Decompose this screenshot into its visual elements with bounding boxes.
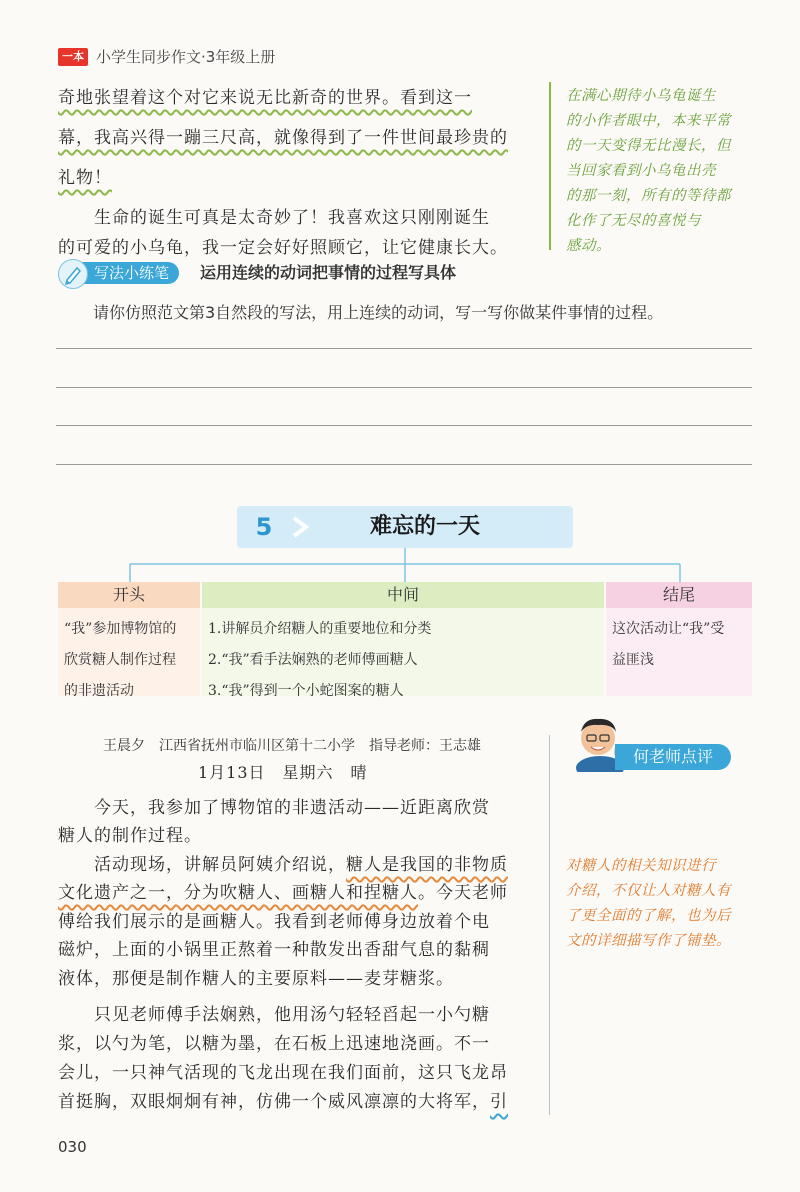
middle-line: 1.讲解员介绍糖人的重要地位和分类 [208, 621, 432, 637]
beginning-label: 开头 [58, 582, 200, 608]
essay-line: 糖人的制作过程。 [58, 826, 202, 846]
structure-connector [100, 548, 700, 584]
writing-line[interactable] [56, 348, 752, 349]
essay-line: 磁炉，上面的小锅里正熬着一种散发出香甜气息的黏稠 [58, 940, 490, 960]
exercise-tag: 写法小练笔 [80, 262, 179, 284]
comment-tag: 何老师点评 [615, 744, 731, 770]
side-note-divider [549, 82, 551, 250]
ending-line: 这次活动让“我”受 [612, 621, 725, 637]
writing-line[interactable] [56, 464, 752, 465]
page-number: 030 [58, 1138, 87, 1156]
story-end-line-1: 奇地张望着这个对它来说无比新奇的世界。看到这一 [58, 88, 472, 108]
middle-line: 3.“我”得到一个小蛇图案的糖人 [208, 683, 404, 699]
side-note-line: 的小作者眼中，本来平常 [566, 113, 731, 129]
side-note-line: 感动。 [566, 238, 611, 254]
essay-line: 会儿，一只神气活现的飞龙出现在我们面前，这只飞龙昂 [58, 1063, 508, 1083]
middle-line: 2.“我”看手法娴熟的老师傅画糖人 [208, 652, 418, 668]
exercise-title: 运用连续的动词把事情的过程写具体 [200, 263, 457, 282]
beginning-line: “我”参加博物馆的 [64, 621, 177, 637]
beginning-line: 的非遗活动 [64, 683, 134, 699]
essay-line: 活动现场，讲解员阿姨介绍说，糖人是我国的非物质 [58, 855, 508, 875]
comment-divider [549, 735, 550, 1115]
series-badge: 一本 [58, 48, 88, 66]
side-note-1 [566, 84, 731, 259]
essay-line: 浆，以勺为笔，以糖为墨，在石板上迅速地浇画。不一 [58, 1034, 490, 1054]
essay-line: 只见老师傅手法娴熟，他用汤勺轻轻舀起一小勺糖 [58, 1005, 490, 1025]
essay-line: 今天，我参加了博物馆的非遗活动——近距离欣赏 [58, 798, 490, 818]
comment-line: 对糖人的相关知识进行 [566, 858, 716, 874]
author-line: 王晨夕 江西省抚州市临川区第十二小学 指导老师：王志雄 [103, 738, 481, 754]
chapter-title: 难忘的一天 [369, 514, 480, 539]
writing-line[interactable] [56, 425, 752, 426]
structure-middle [202, 582, 604, 699]
chapter-number: 5 [255, 513, 273, 541]
side-note-line: 的那一刻，所有的等待都 [566, 188, 731, 204]
comment-line: 了更全面的了解，也为后 [566, 908, 731, 924]
comment-line: 介绍，不仅让人对糖人有 [566, 883, 731, 899]
writing-line[interactable] [56, 387, 752, 388]
story-end-line-5: 的可爱的小乌龟，我一定会好好照顾它，让它健康长大。 [58, 238, 508, 258]
comment-line: 文的详细描写作了铺垫。 [566, 933, 731, 949]
middle-label: 中间 [202, 582, 604, 608]
ending-label: 结尾 [606, 582, 752, 608]
side-note-line: 的一天变得无比漫长，但 [566, 138, 731, 154]
story-end-line-2: 幕，我高兴得一蹦三尺高，就像得到了一件世间最珍贵的 [58, 128, 508, 148]
side-note-line: 在满心期待小乌龟诞生 [566, 88, 716, 104]
story-end-line-3: 礼物！ [58, 168, 112, 188]
teacher-comment [566, 854, 731, 954]
exercise-prompt: 请你仿照范文第3自然段的写法，用上连续的动词，写一写你做某件事情的过程。 [93, 303, 664, 322]
story-end-line-4: 生命的诞生可真是太奇妙了！我喜欢这只刚刚诞生 [58, 208, 490, 228]
side-note-line: 化作了无尽的喜悦与 [566, 213, 701, 229]
pencil-icon [58, 259, 88, 289]
essay-line: 首挺胸，双眼炯炯有神，仿佛一个威风凛凛的大将军，引 [58, 1092, 508, 1112]
book-title: 小学生同步作文·3年级上册 [96, 48, 276, 66]
structure-ending [606, 582, 752, 696]
ending-line: 益匪浅 [612, 652, 654, 668]
essay-line: 傅给我们展示的是画糖人。我看到老师傅身边放着个电 [58, 912, 490, 932]
essay-line: 液体，那便是制作糖人的主要原料——麦芽糖浆。 [58, 969, 454, 989]
structure-beginning [58, 582, 200, 699]
side-note-line: 当回家看到小乌龟出壳 [566, 163, 716, 179]
date-line: 1月13日 星期六 晴 [198, 763, 368, 782]
essay-line: 文化遗产之一，分为吹糖人、画糖人和捏糖人。今天老师 [58, 883, 508, 903]
beginning-line: 欣赏糖人制作过程 [64, 652, 176, 668]
